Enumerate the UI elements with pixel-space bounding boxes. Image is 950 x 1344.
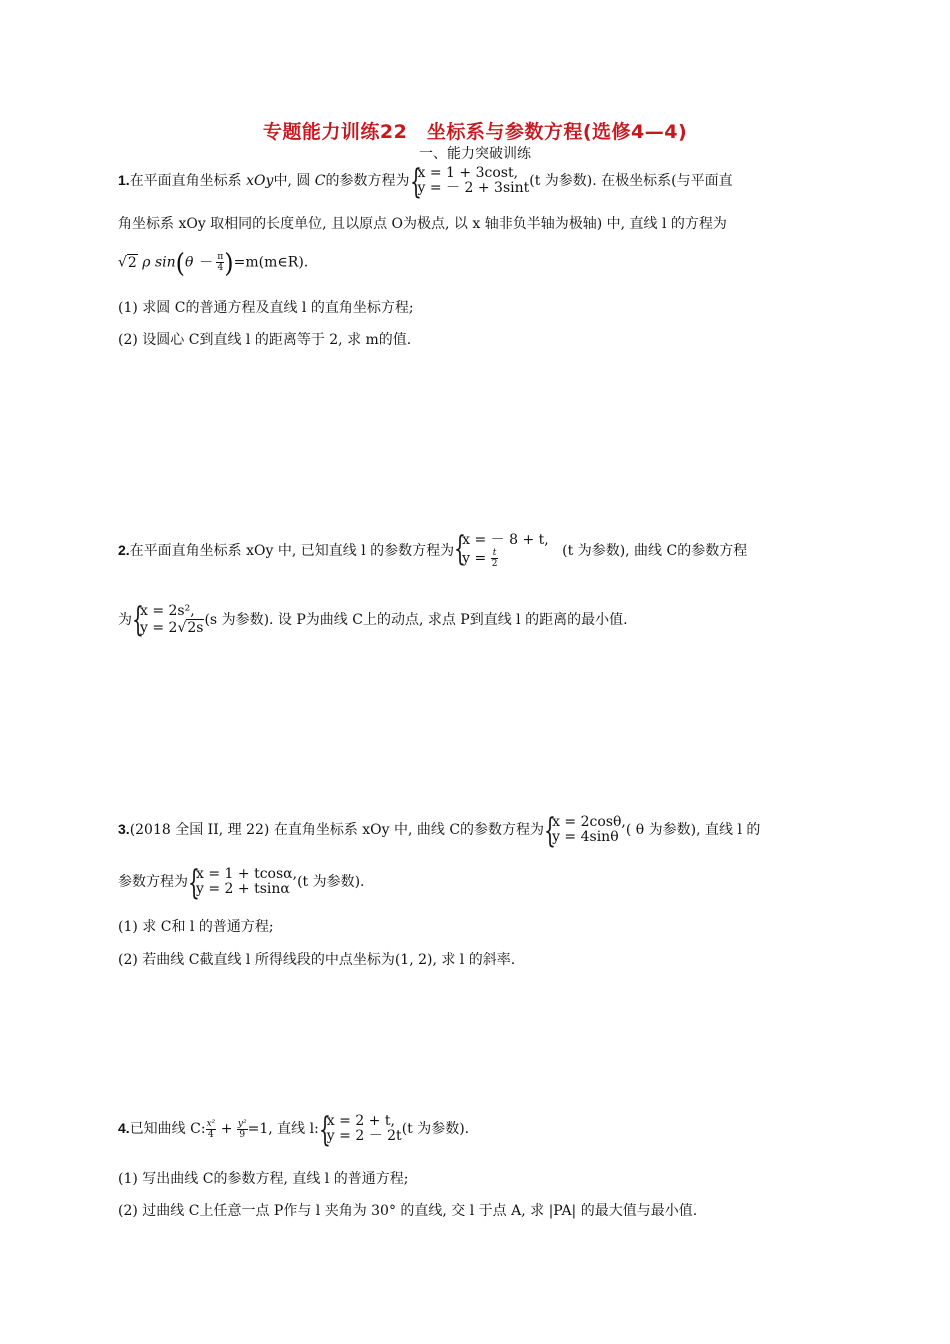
equation-system-line: { x = 1 + tcosα, y = 2 + tsinα bbox=[188, 863, 298, 903]
problem-4-question-1: (1) 写出曲线 C的参数方程, 直线 l 的普通方程; bbox=[118, 1171, 409, 1187]
problem-1-line-1: 1.在平面直角坐标系 xOy中, 圆 C的参数方程为 { x = 1 + 3cost, y = － 2 + 3sint (t 为参数). 在极坐标系(与平面直 bbox=[118, 162, 733, 202]
problem-4-number: 4. bbox=[118, 1120, 130, 1136]
equation-system-ellipse: { x = 2cosθ, y = 4sinθ bbox=[544, 811, 626, 851]
problem-1-question-2: (2) 设圆心 C到直线 l 的距离等于 2, 求 m的值. bbox=[118, 332, 412, 348]
page-title: 专题能力训练22 坐标系与参数方程(选修4—4) bbox=[262, 121, 688, 143]
problem-2-number: 2. bbox=[118, 542, 130, 558]
equation-system-line-l: { x = － 8 + t, y = $\frac{t}{2}$ bbox=[454, 529, 549, 569]
problem-1-line-2: 角坐标系 xOy 取相同的长度单位, 且以原点 O为极点, 以 x 轴非负半轴为极轴) 中, 直线 l 的方程为 bbox=[118, 216, 727, 232]
problem-3-number: 3. bbox=[118, 821, 130, 837]
problem-1-question-1: (1) 求圆 C的普通方程及直线 l 的直角坐标方程; bbox=[118, 300, 414, 316]
problem-4-line-1: 4.已知曲线 C: $\frac{\text{x²}}{4}$ + $\frac{\text{y²}}{9}$ =1, 直线 l: { x = 2 + t, y = 2 － 2t (t 为参数). bbox=[118, 1110, 470, 1150]
equation-system-circle: { x = 1 + 3cost, y = － 2 + 3sint bbox=[409, 162, 530, 202]
equation-system-line-l4: { x = 2 + t, y = 2 － 2t bbox=[318, 1110, 402, 1150]
problem-3-line-2: 参数方程为 { x = 1 + tcosα, y = 2 + tsinα (t 为参数). bbox=[118, 863, 365, 903]
equation-system-curve-c: { x = 2s², y = 2√2s bbox=[132, 600, 204, 640]
problem-1-number: 1. bbox=[118, 172, 130, 188]
problem-4-question-2: (2) 过曲线 C上任意一点 P作与 l 夹角为 30° 的直线, 交 l 于点 A, 求 |PA| 的最大值与最小值. bbox=[118, 1203, 698, 1219]
problem-2-line-1: 2.在平面直角坐标系 xOy 中, 已知直线 l 的参数方程为 { x = － 8 + t, y = $\frac{t}{2}$ (t 为参数), 曲线 C的参数方程 bbox=[118, 529, 748, 569]
problem-3-question-2: (2) 若曲线 C截直线 l 所得线段的中点坐标为(1, 2), 求 l 的斜率. bbox=[118, 952, 516, 968]
problem-2-line-2: 为 { x = 2s², y = 2√2s (s 为参数). 设 P为曲线 C上的动点, 求点 P到直线 l 的距离的最小值. bbox=[118, 600, 628, 640]
problem-3-line-1: 3.(2018 全国 II, 理 22) 在直角坐标系 xOy 中, 曲线 C的参数方程为 { x = 2cosθ, y = 4sinθ ( θ 为参数), 直线 l 的 bbox=[118, 811, 761, 851]
problem-1-polar-equation: √2 ρ sin(θ － $\frac{\pi}{4}$ )=m(m∈R). bbox=[118, 247, 309, 278]
section-heading: 一、能力突破训练 bbox=[419, 146, 531, 162]
problem-3-question-1: (1) 求 C和 l 的普通方程; bbox=[118, 919, 274, 935]
